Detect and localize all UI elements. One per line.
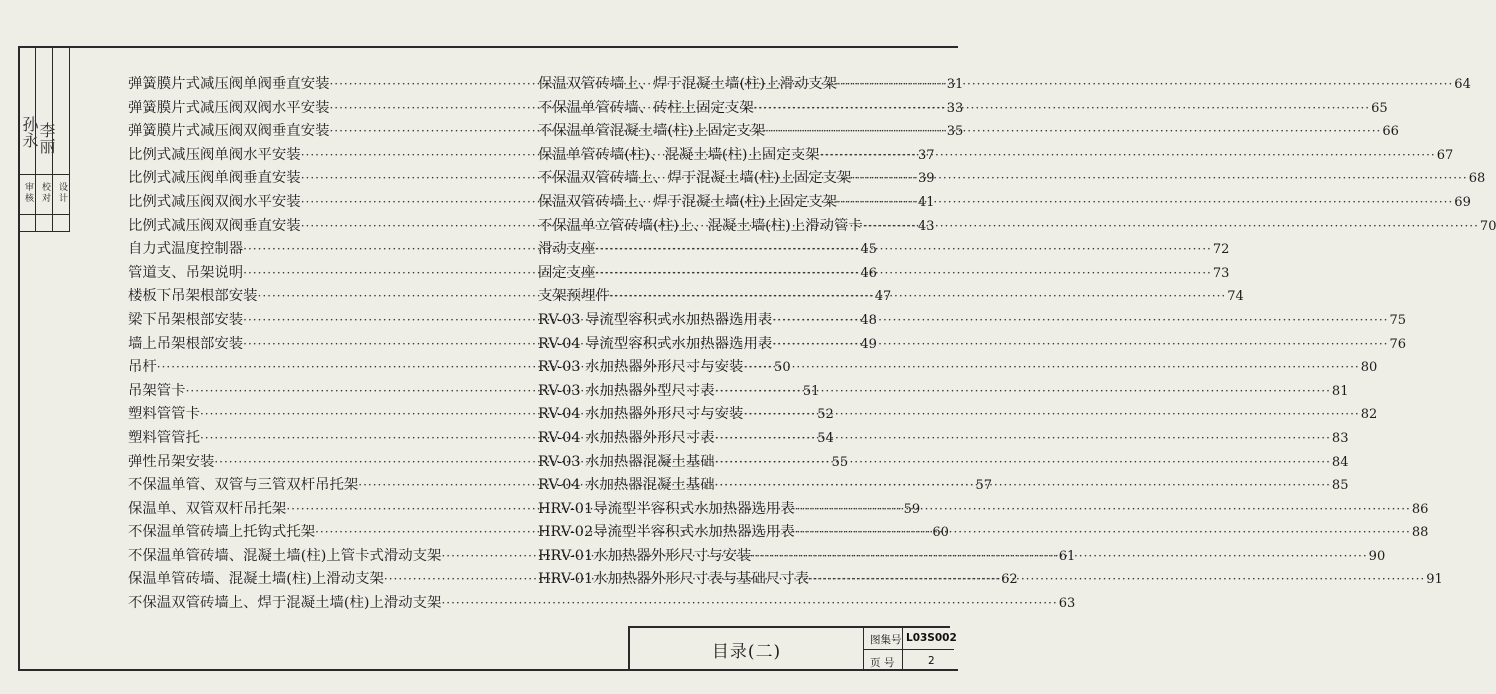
- toc-entry-page: 83: [1331, 430, 1349, 446]
- toc-entry: [538, 379, 1349, 403]
- role-label-1: 审核: [23, 182, 33, 204]
- toc-entry-title: 塑料管管卡: [128, 406, 200, 423]
- toc-entry-title: RV-04 水加热器混凝土基础: [538, 477, 715, 494]
- toc-entry-page: 60: [932, 525, 949, 541]
- dot-leader: [610, 289, 1226, 303]
- toc-entry-page: 91: [1426, 572, 1443, 588]
- dot-leader: [715, 431, 1331, 445]
- toc-entry-page: 51: [802, 383, 820, 399]
- toc-entry-page: 66: [1382, 124, 1399, 140]
- toc-entry-page: 75: [1389, 312, 1407, 328]
- toc-entry-page: 46: [860, 265, 877, 281]
- signature-2: 李丽: [37, 122, 56, 154]
- toc-entry-title: RV-04 导流型容积式水加热器选用表: [538, 335, 773, 352]
- toc-entry-title: 吊架管卡: [128, 382, 186, 399]
- toc-entry: [538, 426, 1349, 450]
- toc-entry-page: 37: [917, 147, 935, 163]
- toc-entry-page: 52: [817, 407, 834, 423]
- dot-leader: [765, 124, 1381, 138]
- toc-entry-page: 85: [1331, 478, 1349, 494]
- toc-entry-title: RV-04 水加热器外形尺寸与安装: [538, 406, 744, 423]
- title-block: [628, 626, 957, 671]
- toc-entry-page: 81: [1331, 383, 1349, 399]
- toc-entry-page: 70: [1479, 218, 1496, 234]
- toc-entry-page: 80: [1360, 360, 1378, 376]
- toc-entry-title: 不保温单管砖墙、砖柱上固定支架: [538, 99, 754, 116]
- toc-entry: [538, 450, 1349, 474]
- toc-entry-page: 61: [1058, 548, 1076, 564]
- page-label: 页 号: [870, 657, 895, 669]
- toc-entry-title: 保温单管砖墙、混凝土墙(柱)上滑动支架: [128, 571, 384, 588]
- toc-entry-title: HRV-01导流型半容积式水加热器选用表: [538, 500, 795, 517]
- toc-entry-page: 68: [1468, 171, 1486, 187]
- dot-leader: [820, 148, 1436, 162]
- role-label-3: 设计: [57, 182, 67, 204]
- toc-entry-title: 支架预埋件: [538, 288, 610, 305]
- toc-entry-page: 90: [1368, 548, 1386, 564]
- role-label-2: 校对: [40, 182, 50, 204]
- dot-leader: [596, 242, 1212, 256]
- toc-entry: [538, 332, 1407, 356]
- toc-entry-title: 弹性吊架安装: [128, 453, 215, 470]
- toc-entry-title: 吊杆: [128, 359, 157, 376]
- dot-leader: [441, 596, 1057, 610]
- dot-leader: [772, 313, 1388, 327]
- toc-entry-page: 39: [917, 171, 935, 187]
- toc-entry-page: 69: [1454, 194, 1471, 210]
- dot-leader: [795, 502, 1411, 516]
- toc-entry-page: 63: [1058, 596, 1076, 612]
- toc-entry-page: 88: [1411, 525, 1429, 541]
- toc-entry-page: 73: [1212, 265, 1230, 281]
- toc-entry-title: 弹簧膜片式减压阀双阀垂直安装: [128, 123, 330, 140]
- dot-leader: [837, 195, 1453, 209]
- toc-entry-page: 57: [975, 478, 993, 494]
- toc-entry-title: 比例式减压阀双阀垂直安装: [128, 217, 301, 234]
- toc-entry-title: 比例式减压阀单阀垂直安装: [128, 170, 301, 187]
- dot-leader: [851, 171, 1467, 185]
- toc-entry-title: HRV-01水加热器外形尺寸与安装: [538, 547, 752, 564]
- dot-leader: [715, 455, 1331, 469]
- toc-entry-page: 84: [1331, 454, 1349, 470]
- toc-entry-page: 49: [860, 336, 877, 352]
- toc-entry-title: HRV-02导流型半容积式水加热器选用表: [538, 524, 795, 541]
- toc-entry-page: 65: [1371, 100, 1388, 116]
- toc-entry-title: 保温双管砖墙上、焊于混凝土墙(柱)上固定支架: [538, 193, 838, 210]
- toc-entry: [128, 591, 1076, 615]
- toc-entry: [538, 284, 1244, 308]
- atlas-label: 图集号: [870, 634, 902, 646]
- page-number: 2: [928, 655, 935, 667]
- dot-leader: [715, 384, 1331, 398]
- toc-entry-page: 64: [1454, 77, 1471, 92]
- toc-entry-title: RV-03 导流型容积式水加热器选用表: [538, 311, 773, 328]
- toc-entry-page: 33: [946, 100, 964, 116]
- toc-entry-title: RV-03 水加热器混凝土基础: [538, 453, 715, 470]
- toc-entry: [538, 261, 1230, 285]
- toc-entry-page: 45: [860, 242, 877, 258]
- dot-leader: [863, 219, 1479, 233]
- toc-entry-title: 比例式减压阀双阀水平安装: [128, 193, 301, 210]
- toc-entry: [538, 308, 1407, 332]
- toc-entry-title: 梁下吊架根部安装: [128, 311, 244, 328]
- dot-leader: [751, 549, 1367, 563]
- dot-leader: [743, 360, 1359, 374]
- toc-entry-title: 固定支座: [538, 264, 596, 281]
- toc-entry-title: 不保温单管砖墙上托钩式托架: [128, 524, 316, 541]
- toc-entry-title: 不保温单管混凝土墙(柱)上固定支架: [538, 123, 766, 140]
- toc-entry-page: 50: [774, 360, 791, 376]
- signature-box: [18, 46, 70, 232]
- dot-leader: [743, 407, 1359, 421]
- dot-leader: [795, 525, 1411, 539]
- dot-leader: [754, 101, 1370, 115]
- toc-entry-page: 62: [1001, 572, 1018, 588]
- toc-entry-title: 不保温双管砖墙上、焊于混凝土墙(柱)上滑动支架: [128, 595, 442, 612]
- toc-entry-page: 72: [1212, 242, 1230, 258]
- toc-entry-page: 76: [1389, 336, 1407, 352]
- toc-entry-page: 41: [917, 194, 935, 210]
- toc-entry-title: RV-03 水加热器外型尺寸表: [538, 382, 715, 399]
- toc-entry-title: 墙上吊架根部安装: [128, 335, 244, 352]
- toc-entry-page: 35: [946, 124, 964, 140]
- toc-entry-title: 不保温单管、双管与三管双杆吊托架: [128, 477, 359, 494]
- dot-leader: [715, 478, 1331, 492]
- toc-entry-title: 不保温单管砖墙、混凝土墙(柱)上管卡式滑动支架: [128, 547, 442, 564]
- toc-entry-title: 滑动支座: [538, 241, 596, 258]
- toc-entry-title: 保温单、双管双杆吊托架: [128, 500, 287, 517]
- toc-entry-title: 自力式温度控制器: [128, 241, 244, 258]
- toc-entry-title: 弹簧膜片式减压阀双阀水平安装: [128, 99, 330, 116]
- toc-entry-page: 48: [860, 312, 877, 328]
- toc-entry-page: 43: [917, 218, 935, 234]
- toc-entry-title: 不保温双管砖墙上、焊于混凝土墙(柱)上固定支架: [538, 170, 852, 187]
- toc-entry: [538, 402, 1378, 426]
- toc-entry-page: 47: [874, 289, 892, 305]
- dot-leader: [809, 572, 1425, 586]
- toc-entry-title: 楼板下吊架根部安装: [128, 288, 258, 305]
- toc-entry-page: 82: [1360, 407, 1378, 423]
- toc-entry-page: 54: [817, 430, 834, 446]
- toc-entry-page: 74: [1227, 289, 1244, 305]
- toc-entry-page: 55: [831, 454, 849, 470]
- toc-entry-title: RV-03 水加热器外形尺寸与安装: [538, 359, 744, 376]
- toc-entry-title: 弹簧膜片式减压阀单阀垂直安装: [128, 76, 330, 92]
- toc-entry-title: 保温双管砖墙上、焊于混凝土墙(柱)上滑动支架: [538, 76, 838, 92]
- catalog-title: 目录(二): [630, 628, 864, 671]
- toc-entry-page: 86: [1411, 501, 1429, 517]
- toc-entry-title: 不保温单立管砖墙(柱)上、混凝土墙(柱)上滑动管卡: [538, 217, 863, 234]
- toc-entry-title: HRV-01水加热器外形尺寸表与基础尺寸表: [538, 571, 809, 588]
- toc-entry: [538, 355, 1378, 379]
- toc-entry-title: 塑料管管托: [128, 429, 200, 446]
- dot-leader: [772, 337, 1388, 351]
- toc-entry-title: RV-04 水加热器外形尺寸表: [538, 429, 715, 446]
- toc-entry-title: 保温单管砖墙(柱)、混凝土墙(柱)上固定支架: [538, 146, 820, 163]
- toc-entry-page: 67: [1436, 147, 1454, 163]
- toc-entry-page: 31: [946, 77, 964, 92]
- toc-entry-title: 比例式减压阀单阀水平安装: [128, 146, 301, 163]
- toc-entry-page: 59: [903, 501, 921, 517]
- dot-leader: [837, 77, 1453, 91]
- atlas-number: L03S002: [906, 632, 957, 644]
- toc-entry-title: 管道支、吊架说明: [128, 264, 244, 281]
- dot-leader: [596, 266, 1212, 280]
- toc-entry: [538, 237, 1230, 261]
- signature-1: 孙永: [20, 116, 39, 148]
